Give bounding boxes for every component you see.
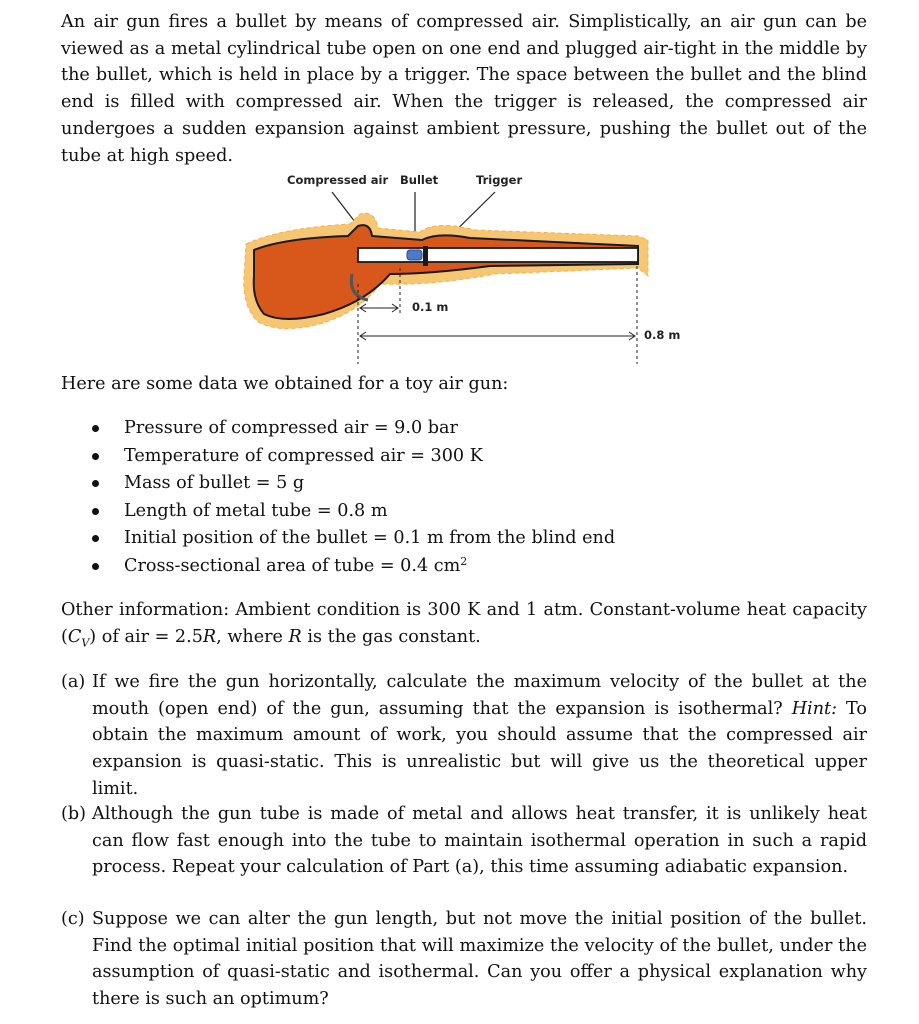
- data-intro: Here are some data we obtained for a toy air gun:: [61, 374, 509, 394]
- question-label: (c): [61, 909, 85, 929]
- intro-paragraph: An air gun fires a bullet by means of compressed air. Simplistically, an air gun can be viewed as a metal cylindrical tube open on one end and plugged air-tight in the middle by the bullet, which is held in place by a trigger. The space between the bullet and the blind end is filled with compressed air. When the trigger is released, the compressed air undergoes a sudden expansion against ambient pressure, pushing the bullet out of the tube at high speed.: [61, 12, 867, 166]
- bullet-dot: [92, 508, 99, 515]
- bullet-dot: [92, 535, 99, 542]
- question-label: (a): [61, 672, 86, 692]
- air-gun-drawing: [240, 166, 700, 366]
- metal-tube: [358, 248, 638, 262]
- question-a: [61, 669, 867, 803]
- list-item: Mass of bullet = 5 g: [92, 470, 615, 498]
- hint-label: Hint:: [791, 698, 838, 719]
- trigger-label: Trigger: [476, 173, 523, 187]
- bullet-dot: [92, 453, 99, 460]
- list-item: Temperature of compressed air = 300 K: [92, 443, 615, 471]
- list-item: Cross-sectional area of tube = 0.4 $cm^2$: [92, 553, 615, 581]
- question-text: Although the gun tube is made of metal and allows heat transfer, it is unlikely heat can flow fast enough into the tube to maintain isothermal operation in such a rapid process. Repeat your calculation of Part (a), this time assuming adiabatic expansion.: [92, 804, 867, 878]
- question-text: Suppose we can alter the gun length, but not move the initial position of the bullet. Find the optimal initial position that will maximize the velocity of the bullet, under the assumption of quasi-static and isothermal. Can you offer a physical explanation why there is such an optimum?: [92, 909, 867, 1010]
- question-text: If we fire the gun horizontally, calculate the maximum velocity of the bullet at the mouth (open end) of the gun, assuming that the expansion is isothermal? Hint: To obtain the maximum amount of work, you should assume that the compressed air expansion is quasi-static. This is unrealistic but will give us the theoretical upper limit.: [92, 672, 867, 799]
- question-label: (b): [61, 804, 86, 824]
- compressed-air-label: Compressed air: [287, 173, 389, 187]
- question-b: [61, 801, 867, 881]
- list-item: Initial position of the bullet = 0.1 m from the blind end: [92, 525, 615, 553]
- air-gun-figure: [240, 166, 700, 366]
- bullet-label: Bullet: [400, 173, 439, 187]
- question-c: [61, 906, 867, 1013]
- bullet: [407, 250, 422, 260]
- area-exponent: 2: [460, 554, 468, 568]
- bullet-dot: [92, 563, 99, 570]
- list-item: Pressure of compressed air = 9.0 bar: [92, 415, 615, 443]
- trigger-pin: [423, 246, 428, 266]
- data-list: [92, 415, 615, 580]
- other-information: Other information: Ambient condition is 300 K and 1 atm. Constant-volume heat capacity $(C_V)$ of air = 2.5R, where R is the gas constant.: [61, 600, 867, 650]
- bullet-dot: [92, 480, 99, 487]
- dim-bullet-position: 0.1 m: [412, 300, 449, 314]
- dim-tube-length: 0.8 m: [644, 328, 681, 342]
- bullet-dot: [92, 425, 99, 432]
- list-item: Length of metal tube = 0.8 m: [92, 498, 615, 526]
